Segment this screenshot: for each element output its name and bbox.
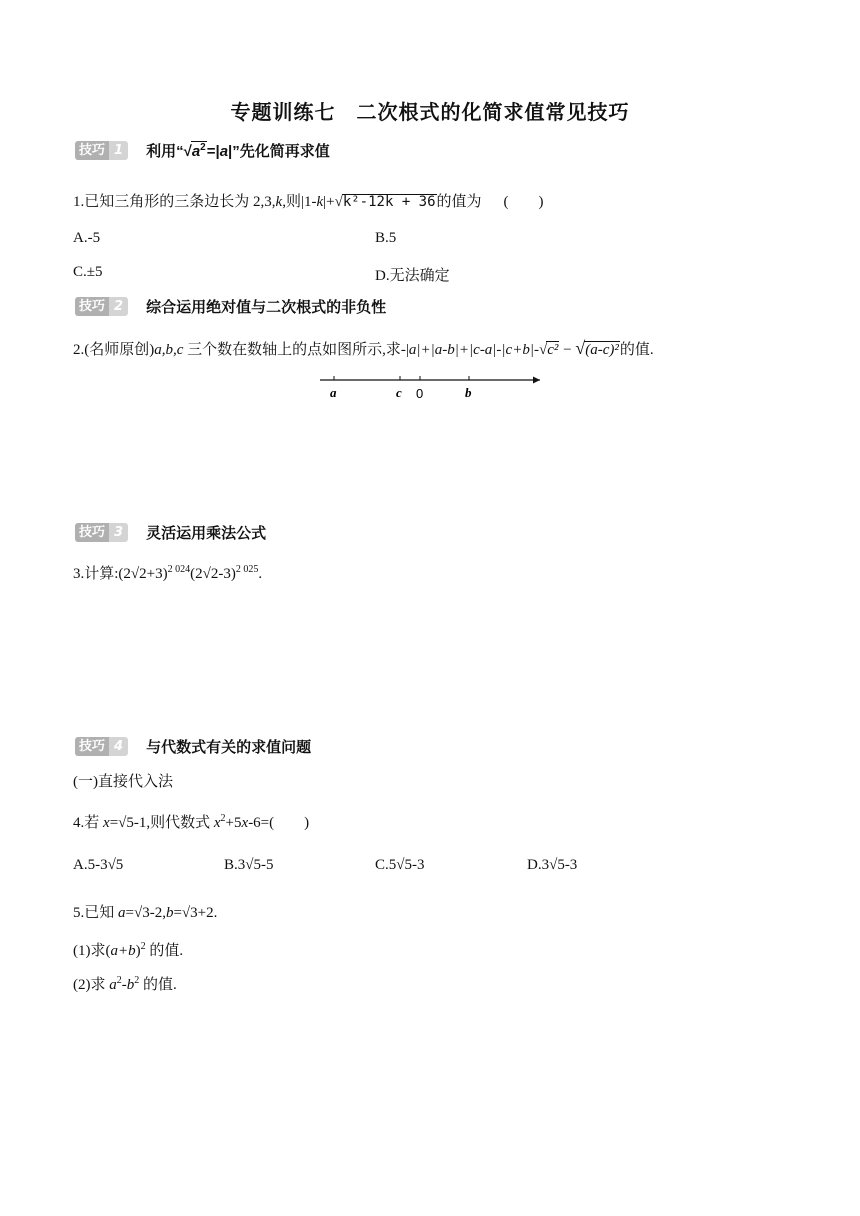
subsection-direct-substitution: (一)直接代入法 xyxy=(73,774,173,790)
question-5-part-2: (2)求 $a^2-b^2$ 的值. xyxy=(73,975,177,993)
question-3: 3.计算$:(2√2+3)^{2 024}(2√2-3)^{2 025}$. xyxy=(73,564,263,582)
skill-badge-3: 技巧 3 xyxy=(75,523,128,542)
q4-option-c[interactable]: C.5√5-3 xyxy=(375,857,425,873)
question-4: 4.若 x=√5-1,则代数式 $x^2+5x-6=$( ) xyxy=(73,813,310,831)
q1-option-b[interactable]: B.5 xyxy=(375,230,397,246)
label-0: 0 xyxy=(416,386,424,401)
section-2-header xyxy=(75,296,386,317)
label-a: a xyxy=(330,385,337,400)
q1-option-c[interactable]: C.±5 xyxy=(73,264,103,280)
skill-badge-2: 技巧 2 xyxy=(75,297,128,316)
label-c: c xyxy=(396,385,402,400)
q1-option-a[interactable]: A.-5 xyxy=(73,230,101,246)
page-title: 专题训练七 二次根式的化简求值常见技巧 xyxy=(230,102,630,124)
skill-badge-1: 技巧 1 xyxy=(75,141,128,160)
q4-option-d[interactable]: D.3√5-3 xyxy=(527,857,578,873)
question-5: 5.已知 a=√3-2,b=√3+2. xyxy=(73,905,218,921)
skill-badge-4: 技巧 4 xyxy=(75,737,128,756)
q4-option-b[interactable]: B.3√5-5 xyxy=(224,857,274,873)
question-1: 1.已知三角形的三条边长为 2,3,k,则|1-k|+√k²-12k + 36的值为 ( ) xyxy=(73,194,544,210)
q1-option-d[interactable]: D.无法确定 xyxy=(375,268,450,284)
number-line xyxy=(315,370,550,406)
section-3-header xyxy=(75,522,266,543)
section-2-title: 综合运用绝对值与二次根式的非负性 xyxy=(146,299,387,316)
q4-option-a[interactable]: A.5-3√5 xyxy=(73,857,124,873)
label-b: b xyxy=(465,385,472,400)
section-1-title: 利用“$√a^2=|a|$”先化简再求值 xyxy=(146,142,330,160)
question-2: 2.(名师原创)a,b,c 三个数在数轴上的点如图所示,求-|a|+|a-b|+|c-a|-|c+b|-√c² − √(a-c)²的值. xyxy=(73,338,654,358)
question-5-part-1: (1)求$(a+b)^2$ 的值. xyxy=(73,941,184,959)
section-3-title: 灵活运用乘法公式 xyxy=(146,525,267,542)
section-4-header xyxy=(75,736,311,757)
section-4-title: 与代数式有关的求值问题 xyxy=(146,739,312,756)
section-1-header xyxy=(75,140,330,161)
